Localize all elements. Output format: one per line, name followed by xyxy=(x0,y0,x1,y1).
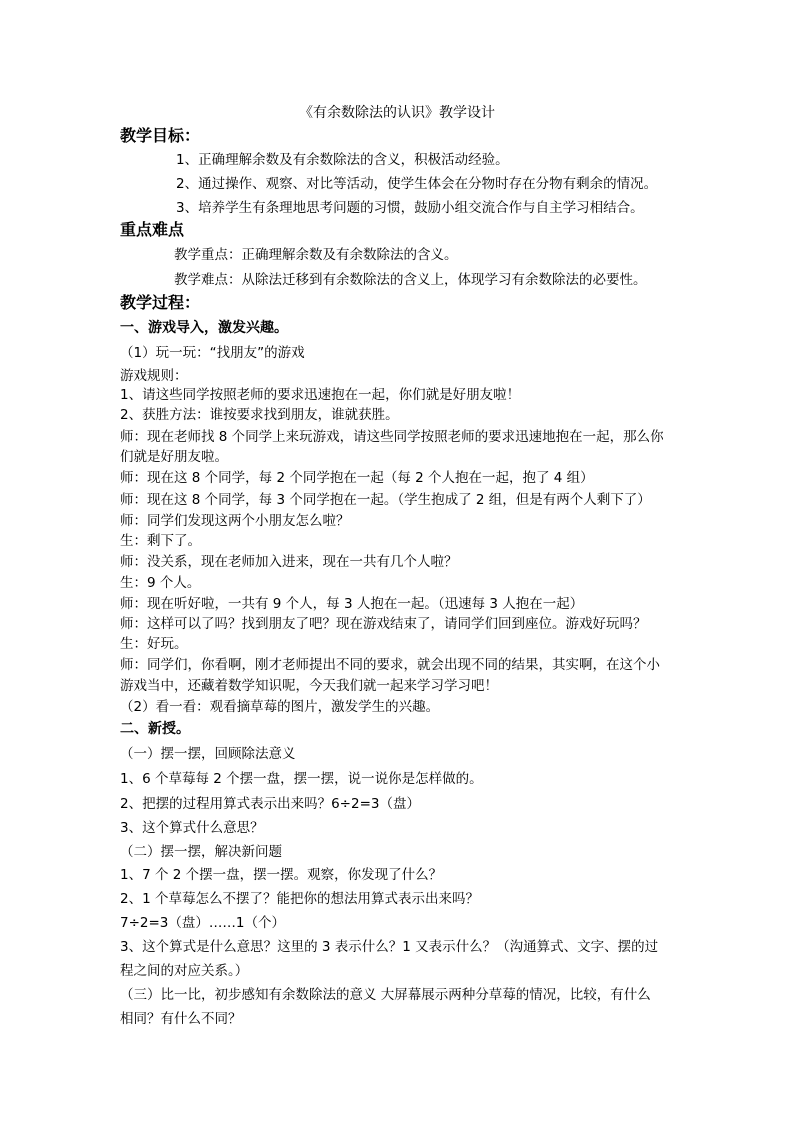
key-point-item: 教学难点：从除法迁移到有余数除法的含义上，体现学习有余数除法的必要性。 xyxy=(174,272,647,288)
body-line: 3、这个算式是什么意思？这里的 3 表示什么？1 又表示什么？（沟通算式、文字、摆的过 xyxy=(120,939,659,955)
part1-heading: 一、游戏导入，激发兴趣。 xyxy=(120,320,288,336)
body-line: 师：没关系，现在老师加入进来，现在一共有几个人啦？ xyxy=(120,554,458,570)
body-line: 师：现在听好啦，一共有 9 个人，每 3 人抱在一起。（迅速每 3 人抱在一起） xyxy=(120,596,584,612)
body-line: 生：好玩。 xyxy=(120,636,188,652)
part2-heading: 二、新授。 xyxy=(120,721,190,737)
formula-line: 7÷2=3（盘）……1（个） xyxy=(120,915,285,931)
body-line: （1）玩一玩：“找朋友”的游戏 xyxy=(120,345,305,361)
body-line: 2、1 个草莓怎么不摆了？能把你的想法用算式表示出来吗？ xyxy=(120,891,479,907)
body-line: 游戏当中，还藏着数学知识呢，今天我们就一起来学习学习吧！ xyxy=(120,678,498,694)
document-title: 《有余数除法的认识》教学设计 xyxy=(299,105,495,121)
body-line: 1、请这些同学按照老师的要求迅速抱在一起，你们就是好朋友啦！ xyxy=(120,387,521,403)
body-line: 师：同学们，你看啊，刚才老师提出不同的要求，就会出现不同的结果，其实啊，在这个小 xyxy=(120,657,660,673)
body-line: 师：同学们发现这两个小朋友怎么啦？ xyxy=(120,513,350,529)
goal-item: 1、正确理解余数及有余数除法的含义，积极活动经验。 xyxy=(176,152,509,168)
body-line: 相同？有什么不同？ xyxy=(120,1011,242,1027)
body-line: 生：剩下了。 xyxy=(120,533,201,549)
body-line: 师：现在老师找 8 个同学上来玩游戏，请这些同学按照老师的要求迅速地抱在一起，那么你 xyxy=(120,429,664,445)
body-line: 1、6 个草莓每 2 个摆一盘，摆一摆，说一说你是怎样做的。 xyxy=(120,771,483,787)
key-point-item: 教学重点：正确理解余数及有余数除法的含义。 xyxy=(174,247,458,263)
body-line: 师：现在这 8 个同学，每 2 个同学抱在一起（每 2 个人抱在一起，抱了 4 组） xyxy=(120,470,594,486)
body-line: 们就是好朋友啦。 xyxy=(120,449,228,465)
body-line: 师：这样可以了吗？找到朋友了吧？现在游戏结束了，请同学们回到座位。游戏好玩吗？ xyxy=(120,616,647,632)
body-line: 2、获胜方法：谁按要求找到朋友，谁就获胜。 xyxy=(120,407,399,423)
body-line: 1、7 个 2 个摆一盘，摆一摆。观察，你发现了什么？ xyxy=(120,867,443,883)
body-line: 3、这个算式什么意思？ xyxy=(120,820,264,836)
process-heading: 教学过程： xyxy=(120,293,201,312)
goals-heading: 教学目标： xyxy=(120,126,201,145)
body-line: 2、把摆的过程用算式表示出来吗？6÷2=3（盘） xyxy=(120,796,420,812)
body-line: （一）摆一摆，回顾除法意义 xyxy=(120,746,296,762)
body-line: 程之间的对应关系。） xyxy=(120,963,249,979)
key-points-heading: 重点难点 xyxy=(120,220,185,239)
body-line: 师：现在这 8 个同学，每 3 个同学抱在一起。（学生抱成了 2 组，但是有两个人剩下了） xyxy=(120,492,651,508)
body-line: （三）比一比，初步感知有余数除法的意义 大屏幕展示两种分草莓的情况，比较，有什么 xyxy=(120,987,651,1003)
body-line: 生：9 个人。 xyxy=(120,575,201,591)
body-line: （二）摆一摆，解决新问题 xyxy=(120,844,282,860)
goal-item: 3、培养学生有条理地思考问题的习惯，鼓励小组交流合作与自主学习相结合。 xyxy=(176,200,644,216)
body-line: 游戏规则： xyxy=(120,368,188,384)
goal-item: 2、通过操作、观察、对比等活动，使学生体会在分物时存在分物有剩余的情况。 xyxy=(176,176,658,192)
body-line: （2）看一看：观看摘草莓的图片，激发学生的兴趣。 xyxy=(120,699,440,715)
